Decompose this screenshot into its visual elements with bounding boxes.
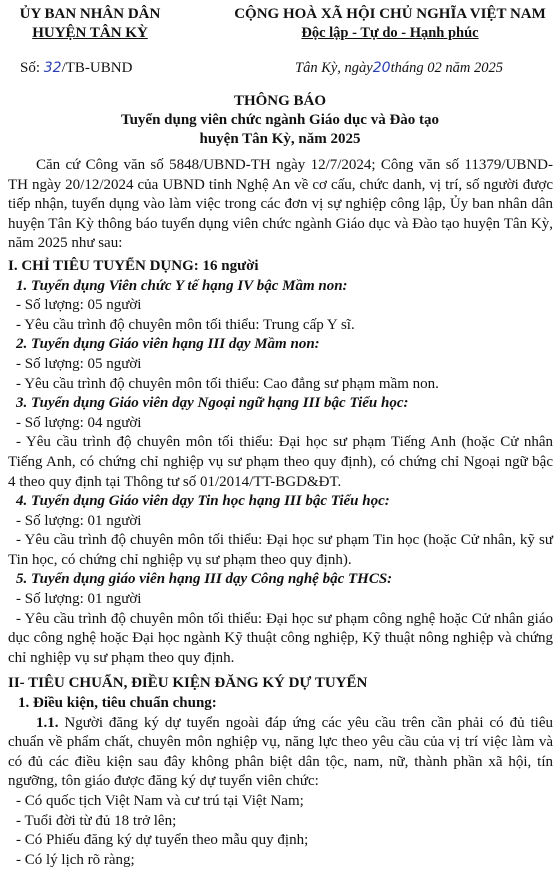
s5-quantity: - Số lượng: 01 người — [16, 591, 142, 608]
doc-no-suffix: /TB-UBND — [61, 60, 133, 76]
doc-no-prefix: Số: — [20, 60, 41, 76]
s5-requirement: - Yêu cầu trình độ chuyên môn tối thiểu: Đại học sư phạm công nghệ hoặc Cử nhân giáo dục công nghệ hoặc Đại học ngành Kỹ thuật công nghiệp, Kỹ thuật nông nghiệp và chứng chỉ nghiệp vụ sư phạm theo quy định. — [8, 610, 553, 666]
issuer-block — [0, 5, 180, 43]
s3-quantity: - Số lượng: 04 người — [16, 414, 142, 431]
paragraph-1-1-text: Người đăng ký dự tuyển ngoài đáp ứng các yêu cầu trên cần phải có đủ tiêu chuẩn về phẩm chất, chuyên môn nghiệp vụ, năng lực theo yêu cầu của vị trí việc làm và có đủ các điều kiện sau đây không phân biệt dân tộc, nam, nữ, thành phần xã hội, tín ngưỡng, tôn giáo được đăng ký dự tuyển viên chức: — [8, 714, 553, 790]
s4-quantity: - Số lượng: 01 người — [16, 512, 142, 529]
issuer-name: HUYỆN TÂN KỲ — [32, 25, 148, 41]
doc-no-handwritten: 32 — [43, 60, 62, 76]
document-number — [20, 60, 132, 77]
section-2-sub-1: 1. Điều kiện, tiêu chuẩn chung: — [18, 695, 217, 712]
s5-title: 5. Tuyển dụng giáo viên hạng III dạy Công nghệ bậc THCS: — [16, 571, 393, 588]
paragraph-1-1 — [8, 714, 553, 792]
title-line-3: huyện Tân Kỳ, năm 2025 — [199, 131, 361, 147]
condition-registration-form: - Có Phiếu đăng ký dự tuyển theo mẫu quy định; — [16, 832, 309, 849]
national-motto-block — [220, 5, 560, 43]
title-line-1: THÔNG BÁO — [233, 93, 327, 109]
condition-background: - Có lý lịch rõ ràng; — [16, 851, 135, 868]
s1-requirement: - Yêu cầu trình độ chuyên môn tối thiểu: Trung cấp Y sĩ. — [16, 316, 355, 333]
s1-title: 1. Tuyển dụng Viên chức Y tế hạng IV bậc Mầm non: — [16, 277, 348, 294]
date-line — [295, 60, 503, 77]
document-body — [8, 156, 553, 870]
date-suffix: tháng 02 năm 2025 — [390, 60, 503, 76]
condition-nationality: - Có quốc tịch Việt Nam và cư trú tại Việt Nam; — [16, 793, 304, 809]
motto-text: Độc lập - Tự do - Hạnh phúc — [301, 25, 479, 41]
s3-title: 3. Tuyển dụng Giáo viên dạy Ngoại ngữ hạng III bậc Tiểu học: — [16, 395, 409, 412]
intro-paragraph: Căn cứ Công văn số 5848/UBND-TH ngày 12/7/2024; Công văn số 11379/UBND-TH ngày 20/12/2024 của UBND tỉnh Nghệ An về cơ cấu, chức danh, vị trí, số người được tiếp nhận, tuyển dụng vào làm việc trong các đơn vị sự nghiệp công lập, Ủy ban nhân dân huyện Tân Kỳ thông báo tuyển dụng viên chức ngành Giáo dục và Đào tạo huyện Tân Kỳ, năm 2025 như sau: — [8, 157, 553, 252]
s2-requirement: - Yêu cầu trình độ chuyên môn tối thiểu: Cao đẳng sư phạm mầm non. — [16, 375, 439, 392]
s4-title: 4. Tuyển dụng Giáo viên dạy Tin học hạng III bậc Tiểu học: — [16, 493, 390, 510]
issuer-line-2 — [0, 24, 180, 43]
date-prefix: Tân Kỳ, ngày — [295, 60, 373, 76]
condition-age: - Tuổi đời từ đủ 18 trở lên; — [16, 812, 177, 829]
section-2-heading: II- TIÊU CHUẨN, ĐIỀU KIỆN ĐĂNG KÝ DỰ TUYỂN — [8, 675, 368, 692]
document-title — [0, 92, 560, 149]
section-1-heading: I. CHỈ TIÊU TUYỂN DỤNG: 16 người — [8, 257, 259, 274]
s4-requirement: - Yêu cầu trình độ chuyên môn tối thiểu: Đại học sư phạm Tin học (hoặc Cử nhân, kỹ sư Tin học, có chứng chỉ nghiệp vụ sư phạm theo quy định). — [8, 532, 553, 568]
motto — [220, 24, 560, 43]
s1-quantity: - Số lượng: 05 người — [16, 297, 142, 314]
title-line-2: Tuyển dụng viên chức ngành Giáo dục và Đào tạo — [120, 112, 440, 128]
date-day-handwritten: 20 — [372, 60, 391, 76]
country-name: CỘNG HOÀ XÃ HỘI CHỦ NGHĨA VIỆT NAM — [234, 6, 546, 22]
issuer-line-1: ỦY BAN NHÂN DÂN — [19, 6, 161, 22]
s2-quantity: - Số lượng: 05 người — [16, 355, 142, 372]
paragraph-1-1-number: 1.1. — [36, 714, 59, 731]
s2-title: 2. Tuyển dụng Giáo viên hạng III dạy Mầm non: — [16, 336, 320, 353]
s3-requirement: - Yêu cầu trình độ chuyên môn tối thiểu: Đại học sư phạm Tiếng Anh (hoặc Cử nhân Tiếng Anh, có chứng chỉ nghiệp vụ sư phạm theo quy định), có chứng chỉ Ngoại ngữ bậc 4 theo quy định tại Thông tư số 01/2014/TT-BGD&ĐT. — [8, 434, 553, 490]
